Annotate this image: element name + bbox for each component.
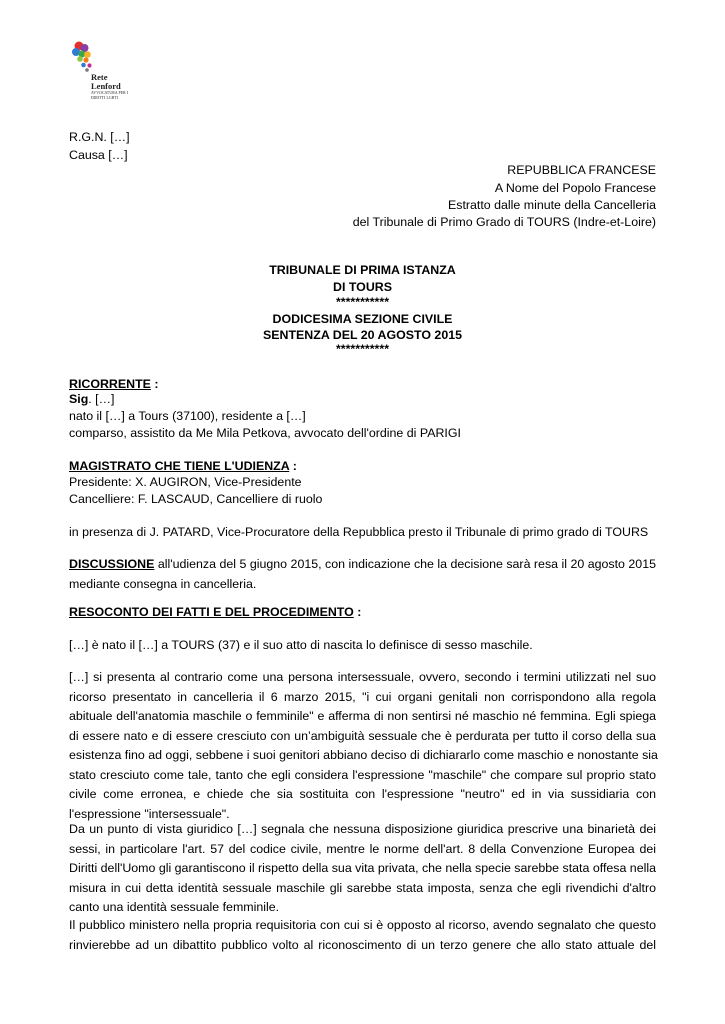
magistrato-colon: : (289, 459, 297, 473)
ricorrente-birth-line: nato il […] a Tours (37100), residente a […] (69, 409, 306, 423)
ricorrente-sig-line (69, 391, 114, 408)
rete-lenford-logo (70, 40, 130, 102)
resoconto-heading-line (69, 604, 361, 621)
paragraph-3-line: sessi, in particolare l'art. 57 del codice civile, mentre le norme dell'art. 8 della Convenzione Europea dei (69, 841, 656, 856)
paragraph-2-line: […] si presenta al contrario come una persona intersessuale, ovvero, secondo i termini utilizzati nel suo (69, 670, 656, 684)
paragraph-2 (69, 668, 656, 824)
ricorrente-colon: : (150, 377, 159, 391)
discussione-paragraph (69, 555, 656, 594)
republic-line-1: REPUBBLICA FRANCESE (507, 163, 656, 177)
resoconto-heading: RESOCONTO DEI FATTI E DEL PROCEDIMENTO (69, 605, 354, 619)
rgn-line: R.G.N. […] (69, 130, 130, 144)
section-title: DODICESIMA SEZIONE CIVILE (272, 312, 453, 326)
paragraph-3-line: Da un punto di vista giuridico […] segnala che nessuna disposizione giuridica prescrive una binarietà dei (69, 822, 656, 836)
presenza-line: in presenza di J. PATARD, Vice-Procuratore della Repubblica presto il Tribunale di primo grado di TOURS (69, 525, 649, 539)
paragraph-2-line: di essere nato e di essere cresciuto con un’ambiguità sessuale che è perdurata per tutto il corso della sua (69, 728, 656, 743)
paragraph-4-line: Il pubblico ministero nella propria requisitoria con cui si è opposto al ricorso, avendo segnalato che questo (69, 918, 656, 932)
title-separator-1: *********** (335, 295, 390, 309)
paragraph-2-line: civile come erronea, e chiede che sia sostituita con l'espressione "neutro" ed in via sussidiaria con (69, 787, 656, 801)
paragraph-1: […] è nato il […] a TOURS (37) e il suo atto di nascita lo definisce di sesso maschile. (69, 638, 533, 652)
republic-line-3: Estratto dalle minute della Cancelleria (448, 198, 656, 212)
paragraph-2-line: l'espressione "intersessuale". (69, 806, 230, 821)
sig-label: Sig (69, 392, 89, 406)
presidente-line: Presidente: X. AUGIRON, Vice-Presidente (69, 475, 302, 489)
magistrato-heading: MAGISTRATO CHE TIENE L'UDIENZA (69, 459, 290, 473)
ricorrente-heading: RICORRENTE (69, 377, 151, 391)
magistrato-heading-line (69, 458, 297, 475)
paragraph-2-line: ricorso presentato in cancelleria il 6 marzo 2015, "i cui organi genitali non corrispondono alla regola (69, 689, 656, 704)
republic-line-4: del Tribunale di Primo Grado di TOURS (Indre-et-Loire) (352, 215, 656, 229)
logo-line-1: Rete (91, 72, 108, 82)
paragraph-4 (69, 916, 656, 955)
discussione-line-2: mediante consegna in cancelleria. (69, 576, 257, 591)
resoconto-colon: : (353, 605, 362, 619)
paragraph-4-line: rinvierebbe ad un dibattito pubblico volto al riconoscimento di un terzo genere che allo stato attuale del (69, 937, 656, 952)
sig-name: . […] (88, 392, 115, 406)
paragraph-3-line: Diritti dell'Uomo gli garantiscono il rispetto della sua vita privata, che nella specie sarebbe stata offesa nella (69, 861, 656, 875)
paragraph-2-line: stato cresciuto come tale, tanto che egli considera l'espressione "maschile" che compare sul proprio stato (69, 767, 656, 782)
logo-text (91, 73, 130, 101)
cancelliere-line: Cancelliere: F. LASCAUD, Cancelliere di ruolo (69, 492, 323, 506)
logo-line-3: AVVOCATURA PER I DIRITTI LGBTI (91, 91, 129, 100)
title-separator-2: *********** (335, 342, 390, 356)
paragraph-3-line: misura in cui detta identità sessuale maschile gli sarebbe stata imposta, senza che egli rivendichi d'altro (69, 880, 656, 895)
discussione-text: all'udienza del 5 giugno 2015, con indicazione che la decisione sarà resa il 20 agosto 2015 (154, 557, 656, 571)
sentence-date-title: SENTENZA DEL 20 AGOSTO 2015 (263, 328, 462, 342)
paragraph-2-line: esistenza fino ad oggi, sebbene i suoi genitori abbiano deciso di dichiararlo come maschio e nonostante sia (69, 748, 658, 762)
causa-line: Causa […] (69, 148, 128, 162)
court-title-1: TRIBUNALE DI PRIMA ISTANZA (269, 263, 456, 277)
paragraph-3-line: canto una identità sessuale femminile. (69, 900, 280, 914)
court-title-2: DI TOURS (333, 280, 392, 294)
discussione-line-1 (69, 555, 656, 575)
ricorrente-lawyer-line: comparso, assistito da Me Mila Petkova, avvocato dell'ordine di PARIGI (69, 426, 461, 440)
paragraph-3 (69, 820, 656, 918)
discussione-heading: DISCUSSIONE (69, 557, 155, 571)
logo-line-2: Lenford (91, 81, 121, 91)
republic-line-2: A Nome del Popolo Francese (494, 181, 656, 195)
paragraph-2-line: abituale dell'anatomia maschile o femminile" e afferma di non sentirsi né maschio né femmina. Egli spiega (69, 709, 656, 723)
